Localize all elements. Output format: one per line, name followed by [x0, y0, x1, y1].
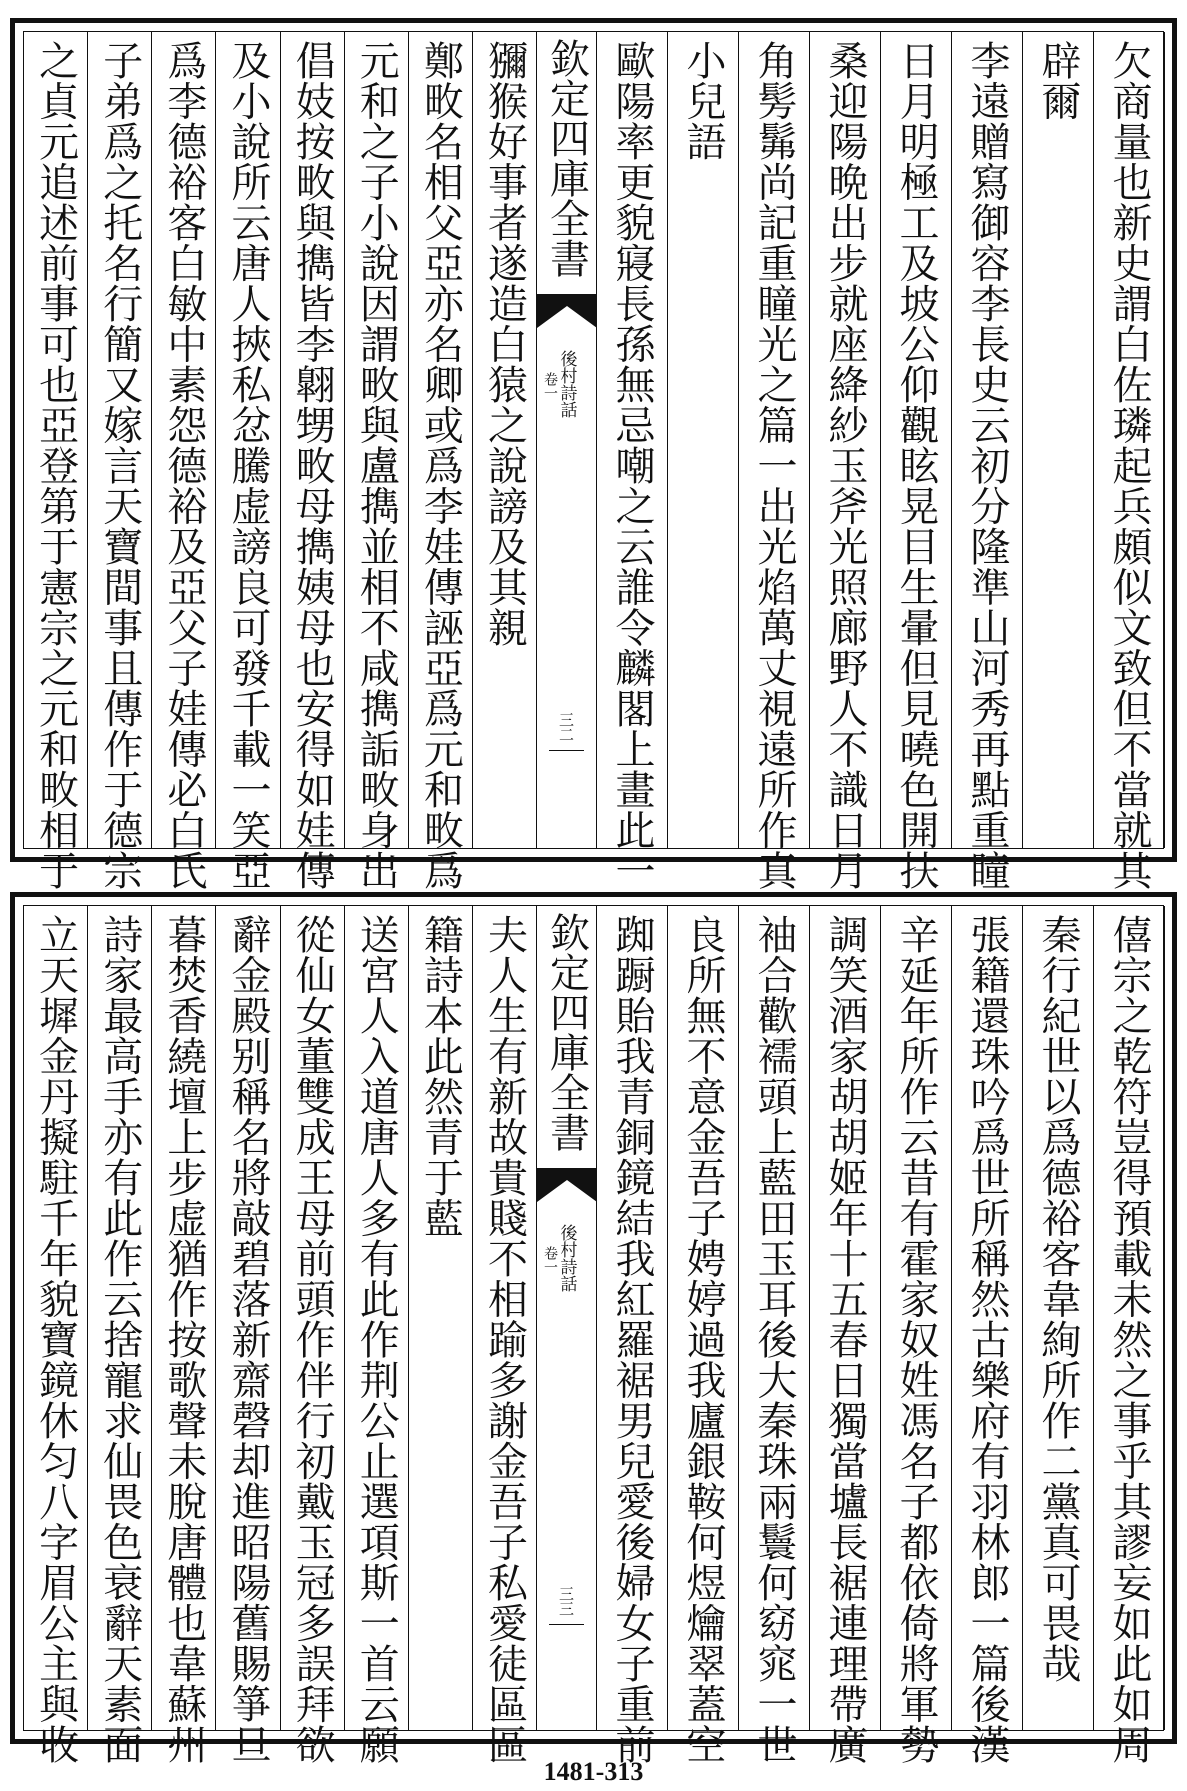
column-text: 李遠贈寫御容李長史云初分隆準山河秀再點重瞳: [964, 40, 1010, 891]
column: [152, 32, 216, 891]
column-text: 爲李德裕客白敏中素怨德裕及亞父子娃傳必白氏: [160, 40, 207, 891]
column-text: 詩家最高手亦有此作云捨寵求仙畏色衰辭天素面: [96, 914, 143, 1765]
column-text: 良所無不意金吾子娉婷過我廬銀鞍何煜爚翠蓋空: [680, 914, 726, 1765]
banner-page-number: 三三: [557, 1586, 575, 1616]
column-text: 倡妓按畋與擕皆李翺甥畋母擕姨母也安得如娃傳: [289, 40, 336, 891]
column-text: 子弟爲之托名行簡又嫁言天寶間事且傳作于德宗: [96, 40, 143, 891]
column: [345, 906, 409, 1765]
column: [281, 906, 345, 1765]
column-text: 之貞元追述前事可也亞登第于憲宗之元和畋相于: [32, 40, 79, 891]
top-page-frame: [23, 31, 1164, 891]
column: [216, 906, 280, 1765]
column: [281, 32, 345, 891]
column-text: 籍詩本此然青于藍: [417, 914, 464, 1238]
banner-book-title: 後村詩話: [556, 1224, 577, 1292]
column: [88, 906, 152, 1765]
page-footer-number: 1481-313: [543, 1757, 644, 1786]
column-text: 踟蹰貽我青銅鏡結我紅羅裾男兒愛後婦女子重前: [609, 914, 655, 1765]
column: [24, 32, 88, 891]
column: [216, 32, 280, 891]
top-page: [10, 18, 1177, 891]
column: [810, 906, 881, 1765]
column: [597, 32, 668, 891]
column-text: 暮焚香繞壇上步虚猶作按歌聲未脫唐體也韋蘇州: [160, 914, 207, 1765]
column-text: 辭金殿别稱名將敲碧落新齋磬却進昭陽舊賜箏旦: [224, 914, 271, 1765]
column: [345, 32, 409, 891]
bottom-page-frame: [23, 905, 1164, 1765]
column: [1094, 32, 1165, 891]
column: [881, 906, 952, 1765]
column: [739, 906, 810, 1765]
column-text: 從仙女董雙成王母前頭作伴行初戴玉冠多誤拜欲: [289, 914, 336, 1765]
column-text: 鄭畋名相父亞亦名卿或爲李娃傳誣亞爲元和畋爲: [417, 40, 464, 891]
column-text: 元和之子小說因謂畋與盧擕並相不咸擕詬畋身出: [353, 40, 400, 891]
column: [952, 32, 1023, 891]
banner-rule: [549, 1624, 584, 1625]
column: [810, 32, 881, 891]
column: [668, 32, 739, 848]
bottom-page: [10, 892, 1177, 1765]
column: [597, 906, 668, 1765]
fishtail-mark-icon: [537, 294, 597, 328]
column-text: 角髣髴尚記重瞳光之篇一出光焰萬丈視遠所作真: [751, 40, 797, 891]
column-text: 辟爾: [1035, 40, 1081, 121]
column-text: 袖合歡襦頭上藍田玉耳後大秦珠兩鬟何窈窕一世: [751, 914, 797, 1765]
column: [952, 906, 1023, 1765]
column: [739, 32, 810, 891]
banner-rule: [549, 750, 584, 751]
column-text: 及小說所云唐人挾私忿騰虚謗良可發千載一笑亞: [224, 40, 271, 891]
banner-column: [537, 32, 597, 848]
column-text: 桑迎陽晩出步就座絳紗玉斧光照廊野人不識日月: [822, 40, 868, 891]
column-text: 秦行紀世以爲德裕客韋絢所作二黨真可畏哉: [1035, 914, 1081, 1684]
banner-page-number: 三二: [557, 712, 575, 742]
fishtail-mark-icon: [537, 1168, 597, 1202]
column-text: 夫人生有新故貴賤不相踰多謝金吾子私愛徒區區: [481, 914, 528, 1765]
column-text: 送宮人入道唐人多有此作荆公止選項斯一首云願: [353, 914, 400, 1765]
banner-title: 欽定四庫全書: [543, 912, 590, 1152]
column: [473, 906, 537, 1765]
column: [473, 32, 537, 848]
column-text: 日月明極工及坡公仰觀眩晃目生暈但見曉色開扶: [893, 40, 939, 891]
banner-juan: 卷一: [542, 372, 558, 400]
column-text: 張籍還珠吟爲世所稱然古樂府有羽林郎一篇後漢: [964, 914, 1010, 1765]
banner-juan: 卷一: [542, 1246, 558, 1274]
column-text: 歐陽率更貌寢長孫無忌嘲之云誰令麟閣上畫此一: [609, 40, 655, 891]
column: [881, 32, 952, 891]
column-text: 小兒語: [680, 40, 726, 162]
column-text: 獼猴好事者遂造白猿之說謗及其親: [481, 40, 528, 648]
banner-book-title: 後村詩話: [556, 350, 577, 418]
column: [409, 906, 473, 1730]
column: [1023, 906, 1094, 1730]
column-text: 立天墀金丹擬駐千年貌寶鏡休匀八字眉公主與收: [32, 914, 79, 1765]
column: [24, 906, 88, 1765]
column: [88, 32, 152, 891]
column: [668, 906, 739, 1765]
column: [1023, 32, 1094, 848]
column-text: 欠商量也新史謂白佐璘起兵頗似文致但不當就其: [1106, 40, 1152, 891]
column: [1094, 906, 1165, 1765]
column-text: 辛延年所作云昔有霍家奴姓馮名子都依倚將軍勢: [893, 914, 939, 1765]
banner-column: [537, 906, 597, 1730]
column: [152, 906, 216, 1765]
banner-title: 欽定四庫全書: [543, 38, 590, 278]
column-text: 僖宗之乾符豈得預載未然之事乎其謬妄如此如周: [1106, 914, 1152, 1765]
column: [409, 32, 473, 891]
column-text: 調笑酒家胡胡姬年十五春日獨當壚長裾連理帶廣: [822, 914, 868, 1765]
